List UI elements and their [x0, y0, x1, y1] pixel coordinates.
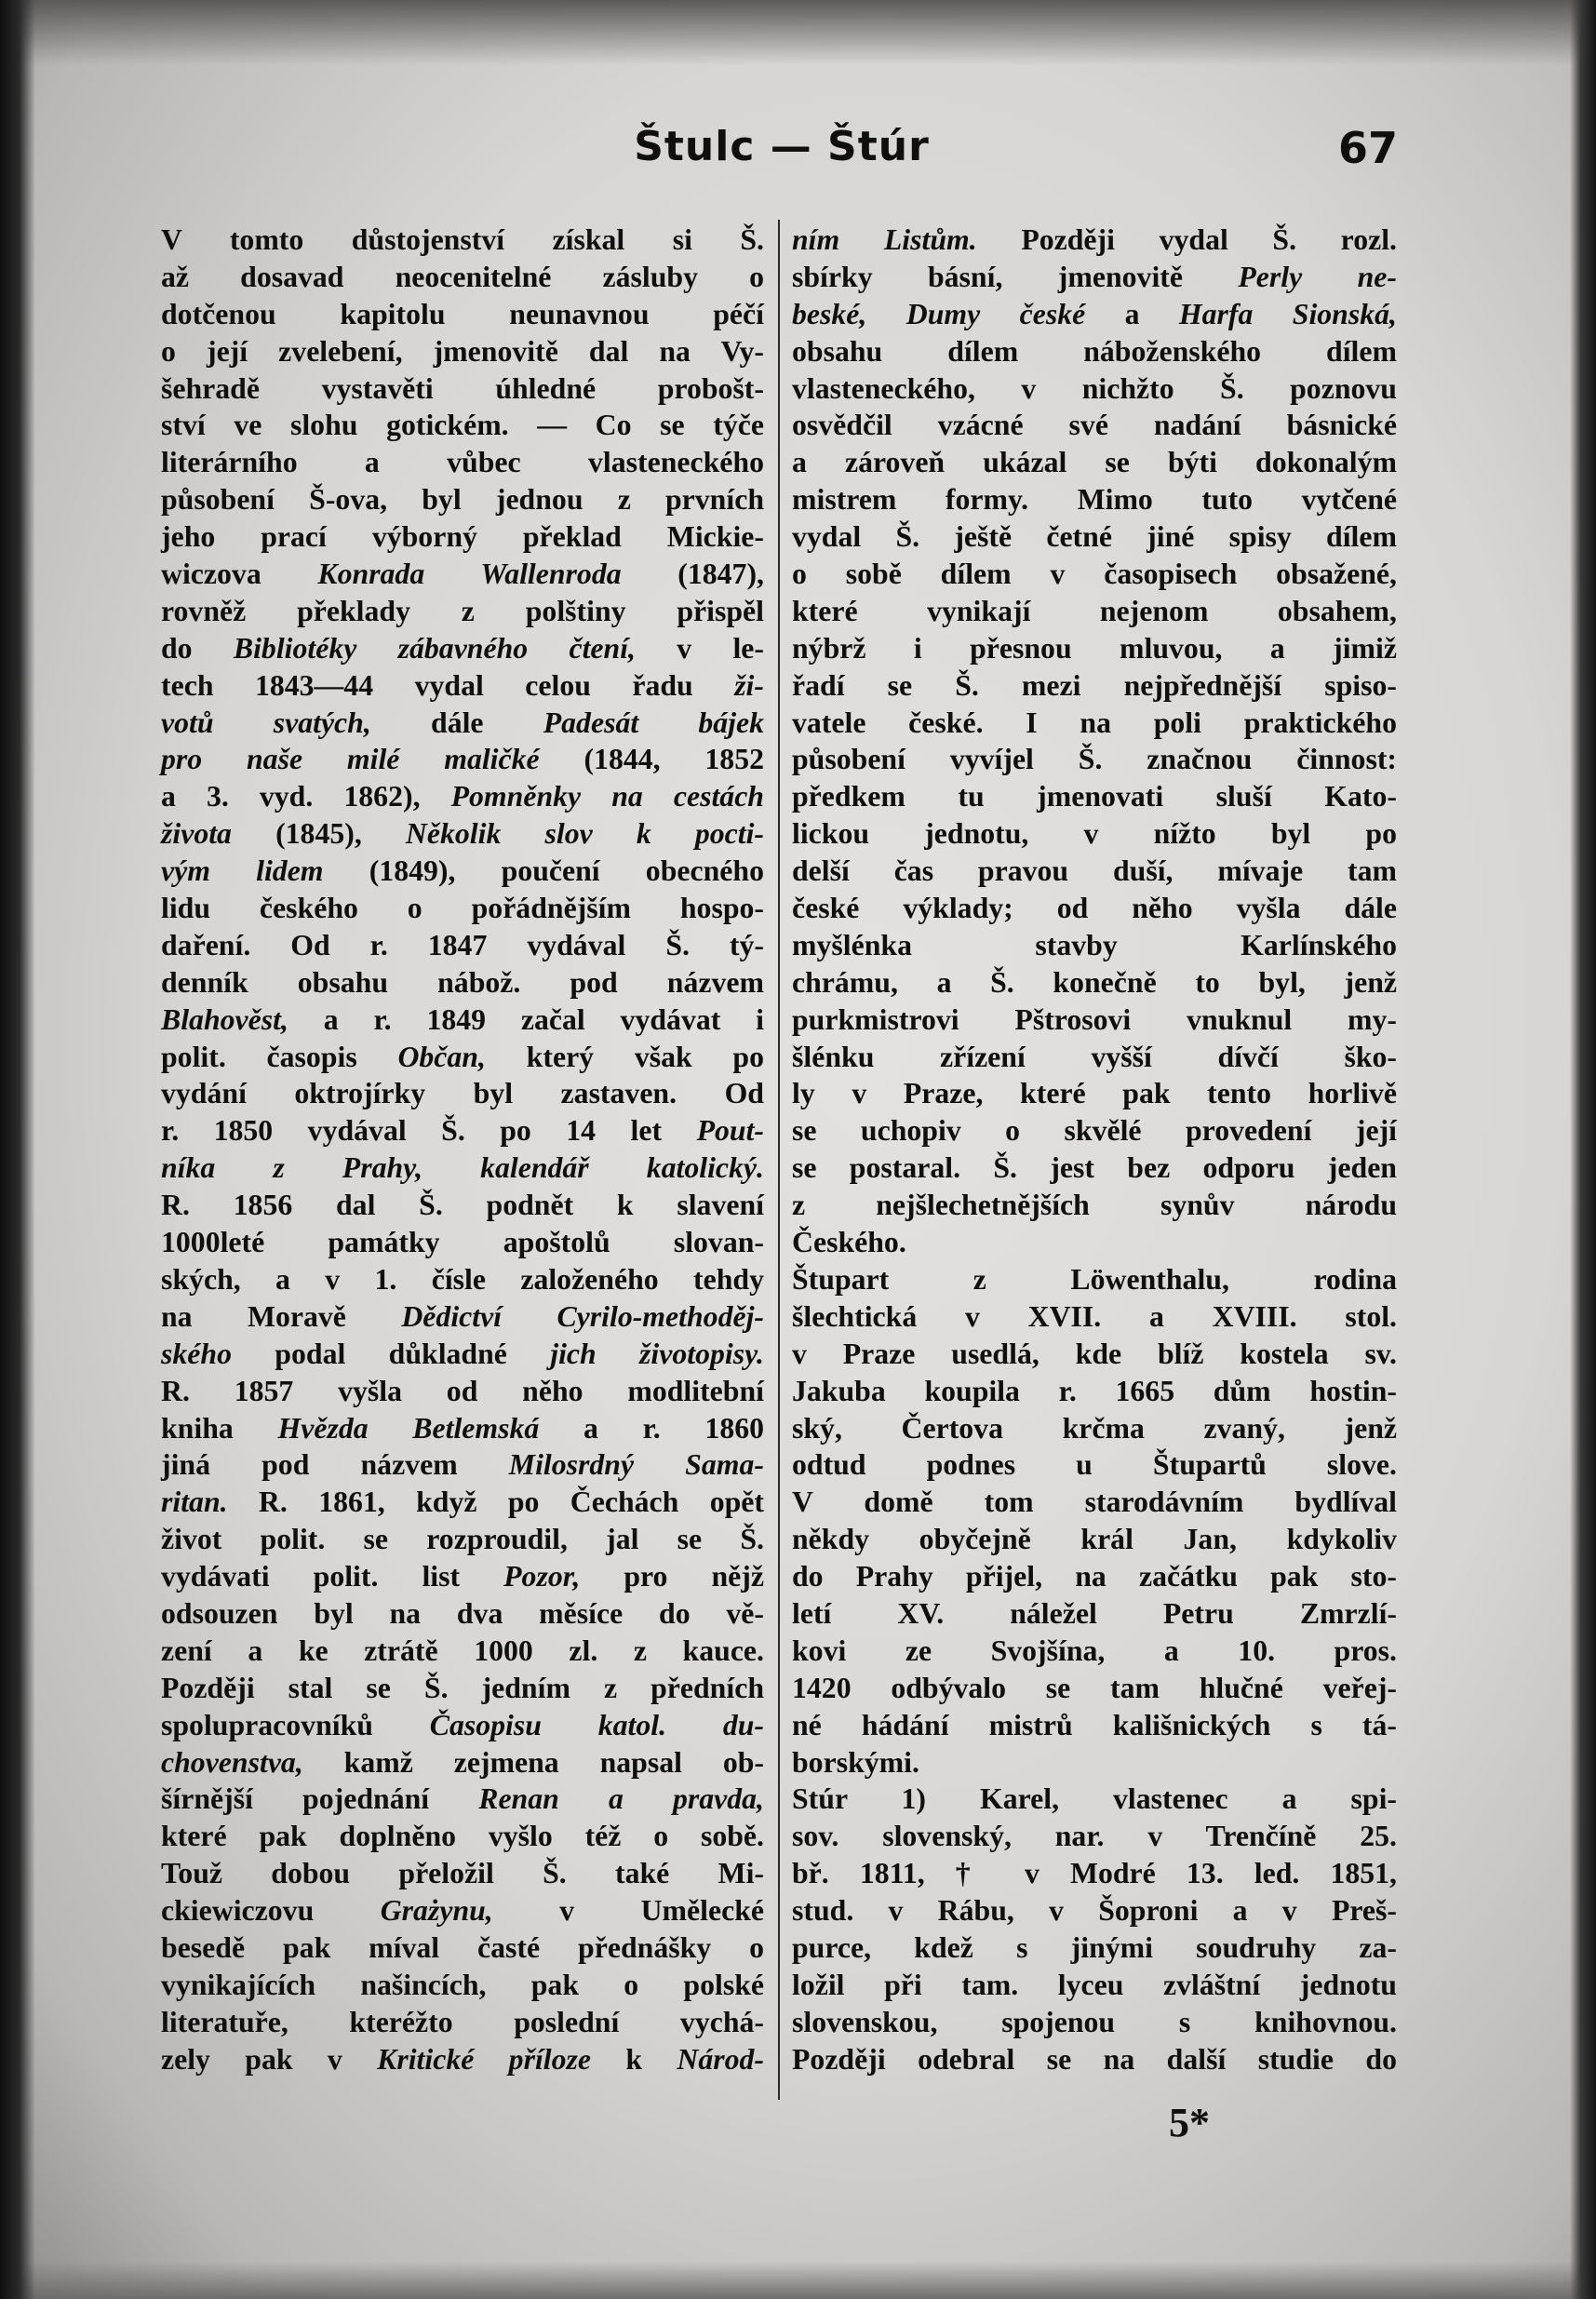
left-column-line	[161, 1818, 764, 1855]
page-number: 67	[1337, 123, 1398, 173]
text-run: Dědictví Cyrilo-methoděj-	[401, 1299, 765, 1333]
text-run: (1845),	[231, 817, 406, 851]
right-column-line	[792, 1967, 1397, 2004]
text-run: někdy obyčejně král Jan, kdykoliv	[792, 1523, 1397, 1556]
left-column-line	[161, 1261, 764, 1298]
text-run: řadí se Š. mezi nejpřednější spiso-	[792, 668, 1397, 702]
right-column-line	[792, 927, 1397, 964]
text-run: o sobě dílem v časopisech obsažené,	[792, 558, 1397, 591]
left-column-line	[161, 2004, 764, 2041]
text-run: Grażynu,	[380, 1894, 493, 1928]
right-column-line	[792, 778, 1397, 815]
right-column-line	[792, 815, 1397, 853]
text-run: z nejšlechetnějších synův národu	[792, 1189, 1397, 1222]
text-run: Hvězda Betlemská	[277, 1411, 540, 1445]
text-run: tech 1843—44 vydal celou řadu	[161, 668, 735, 702]
text-run: Blahověst,	[161, 1002, 288, 1036]
left-column-line	[161, 222, 764, 259]
left-column-line	[161, 1075, 764, 1112]
text-run: V tomto důstojenství získal si Š.	[161, 223, 764, 256]
right-column-line	[792, 1075, 1397, 1112]
text-run: české výklady; od něho vyšla dále	[792, 892, 1397, 925]
text-run: kamž zejmena napsal ob-	[302, 1745, 764, 1779]
text-run: r. 1850 vydával Š. po 14 let	[161, 1114, 697, 1148]
text-run: vydávati polit. list	[161, 1560, 504, 1593]
left-column-line	[161, 1707, 764, 1744]
text-run: Milosrdný Sama-	[508, 1448, 764, 1482]
text-run: ním Listům.	[792, 223, 977, 256]
right-column-line	[792, 1484, 1397, 1521]
right-column-line	[792, 1855, 1397, 1892]
text-run: literatuře, kteréžto poslední vychá-	[161, 2005, 764, 2038]
text-run: delší čas pravou duší, mívaje tam	[792, 854, 1397, 888]
text-run: R. 1861, když po Čechách opět	[227, 1486, 764, 1519]
text-run: mistrem formy. Mimo tuto vytčené	[792, 483, 1397, 517]
right-column-line	[792, 518, 1397, 556]
left-column-line	[161, 1373, 764, 1410]
right-column-line	[792, 1892, 1397, 1929]
left-column-line	[161, 927, 764, 964]
left-column-line	[161, 593, 764, 630]
text-run: borskými.	[792, 1745, 919, 1779]
text-run: votů svatých,	[161, 706, 371, 739]
right-column-line	[792, 1744, 1397, 1781]
text-run: sbírky básní, jmenovitě	[792, 260, 1239, 293]
right-column-line	[792, 407, 1397, 444]
text-run: nýbrž i přesnou mluvou, a jimiž	[792, 631, 1397, 665]
text-run: myšlénka stavby Karlínského	[792, 928, 1397, 961]
running-head: Štulc — Štúr	[634, 123, 930, 170]
text-run: které pak doplněno vyšlo též o sobě.	[161, 1820, 764, 1853]
scan-edge-right	[1570, 0, 1596, 2299]
text-run: jiná pod názvem	[161, 1448, 509, 1482]
left-column-line	[161, 1336, 764, 1373]
text-run: Později vydal Š. rozl.	[976, 223, 1397, 256]
left-column-line	[161, 890, 764, 927]
right-column-line	[792, 1261, 1397, 1298]
text-run: Pout-	[696, 1114, 764, 1148]
left-column-line	[161, 444, 764, 481]
left-column-line	[161, 1781, 764, 1818]
right-column-line	[792, 1298, 1397, 1336]
text-run: k	[591, 2042, 677, 2076]
text-run: dále	[370, 706, 543, 739]
text-run: ství ve slohu gotickém. — Co se týče	[161, 409, 764, 442]
text-run: rovněž překlady z polštiny přispěl	[161, 594, 764, 627]
text-run: jich životopisy.	[550, 1337, 764, 1370]
left-column-line	[161, 1595, 764, 1633]
scan-edge-bottom	[0, 2262, 1596, 2299]
text-run: ly v Praze, které pak tento horlivě	[792, 1077, 1397, 1110]
text-run: ského	[161, 1337, 232, 1370]
right-column-line	[792, 964, 1397, 1002]
text-run: Štupart z Löwenthalu, rodina	[792, 1262, 1397, 1296]
text-run: až dosavad neocenitelné zásluby o	[161, 260, 764, 293]
text-run: a zároveň ukázal se býti dokonalým	[792, 446, 1397, 479]
right-column-line	[792, 1781, 1397, 1818]
text-run: odsouzen byl na dva měsíce do vě-	[161, 1596, 764, 1630]
right-column-line	[792, 222, 1397, 259]
text-run: na Moravě	[161, 1299, 402, 1333]
right-column-line	[792, 333, 1397, 370]
text-run: Později stal se Š. jedním z předních	[161, 1671, 764, 1704]
text-run: Kritické příloze	[377, 2042, 591, 2076]
left-column-line	[161, 1967, 764, 2004]
right-column-line	[792, 481, 1397, 518]
text-run: v Praze usedlá, kde blíž kostela sv.	[792, 1337, 1397, 1370]
text-run: ský, Čertova krčma zvaný, jenž	[792, 1411, 1397, 1445]
text-run: chrámu, a Š. konečně to byl, jenž	[792, 965, 1397, 999]
text-run: šlechtická v XVII. a XVIII. stol.	[792, 1299, 1397, 1333]
text-run: (1847),	[621, 558, 764, 591]
right-column-line	[792, 259, 1397, 296]
left-column-line	[161, 1670, 764, 1707]
page-header	[158, 123, 1405, 179]
text-run: do Prahy přijel, na začátku pak sto-	[792, 1560, 1397, 1593]
text-run: Národ-	[677, 2042, 764, 2076]
text-run: Pomněnky na cestách	[450, 780, 764, 813]
text-run: R. 1857 vyšla od něho modlitební	[161, 1374, 764, 1407]
text-run: 1000leté památky apoštolů slovan-	[161, 1226, 764, 1259]
left-column-line	[161, 1892, 764, 1929]
right-column-line	[792, 853, 1397, 890]
text-run: vynikajících našincích, pak o polské	[161, 1968, 764, 2001]
left-column-line	[161, 1521, 764, 1558]
text-run: který však po	[485, 1040, 764, 1073]
right-column-line	[792, 1187, 1397, 1224]
left-column-line	[161, 853, 764, 890]
left-column-line	[161, 1112, 764, 1150]
left-column-line	[161, 481, 764, 518]
text-run: (1849), poučení obecného	[323, 854, 764, 888]
right-column-line	[792, 444, 1397, 481]
right-column-line	[792, 1670, 1397, 1707]
right-column-line	[792, 1707, 1397, 1744]
right-column-line	[792, 1633, 1397, 1670]
text-run: do	[161, 631, 234, 665]
left-column-line	[161, 518, 764, 556]
right-column-line	[792, 1002, 1397, 1039]
right-column-line	[792, 593, 1397, 630]
text-run: polit. časopis	[161, 1040, 398, 1073]
text-run: bř. 1811, † v Modré 13. led. 1851,	[792, 1857, 1397, 1890]
left-column-line	[161, 1929, 764, 1967]
text-run: života	[161, 817, 232, 851]
text-run: dotčenou kapitolu neunavnou péčí	[161, 297, 764, 330]
scan-edge-left	[0, 0, 35, 2299]
text-run: Pozor,	[503, 1560, 581, 1593]
text-run: odtud podnes u Štupartů slove.	[792, 1448, 1397, 1482]
text-run: Bibliotéky zábavného čtení,	[233, 631, 636, 665]
text-run: Několik slov k pocti-	[405, 817, 765, 851]
right-column-line	[792, 667, 1397, 705]
text-run: Stúr 1) Karel, vlastenec a spi-	[792, 1782, 1397, 1816]
left-column-line	[161, 370, 764, 408]
left-column-line	[161, 407, 764, 444]
text-run: zely pak v	[161, 2042, 378, 2076]
text-run: daření. Od r. 1847 vydával Š. tý-	[161, 928, 764, 961]
text-run: zení a ke ztrátě 1000 zl. z kauce.	[161, 1634, 764, 1667]
right-column-line	[792, 1595, 1397, 1633]
text-run: Renan a pravda,	[478, 1782, 764, 1816]
left-column-line	[161, 556, 764, 593]
right-column-line	[792, 705, 1397, 742]
column-divider	[778, 220, 780, 2100]
right-column-line	[792, 2004, 1397, 2041]
text-run: purce, kdež s jinými soudruhy za-	[792, 1930, 1397, 1964]
right-column-line	[792, 1929, 1397, 1967]
text-run: besedě pak míval časté přednášky o	[161, 1930, 764, 1964]
text-run: vým lidem	[161, 854, 324, 888]
left-column-line	[161, 1150, 764, 1187]
text-run: R. 1856 dal Š. podnět k slavení	[161, 1189, 764, 1222]
text-run: šlénku zřízení vyšší dívčí ško-	[792, 1040, 1397, 1073]
text-run: letí XV. náležel Petru Zmrzlí-	[792, 1596, 1397, 1630]
right-column-line	[792, 1336, 1397, 1373]
text-run: pro naše milé maličké	[161, 743, 540, 776]
text-run: Konrada Wallenroda	[317, 558, 622, 591]
left-column-line	[161, 1187, 764, 1224]
scan-edge-top	[0, 0, 1596, 65]
text-run: ských, a v 1. čísle založeného tehdy	[161, 1262, 764, 1296]
left-column-line	[161, 1558, 764, 1595]
text-run: 1420 odbývalo se tam hlučné veřej-	[792, 1671, 1397, 1704]
text-run: podal důkladné	[231, 1337, 551, 1370]
left-column-line	[161, 296, 764, 333]
signature-mark: 5*	[1169, 2100, 1210, 2145]
right-column-line	[792, 370, 1397, 408]
text-run: lickou jednotu, v nížto byl po	[792, 817, 1397, 851]
text-run: Občan,	[397, 1040, 486, 1073]
text-run: v Umělecké	[492, 1894, 765, 1928]
left-column-line	[161, 333, 764, 370]
text-run: purkmistrovi Pštrosovi vnuknul my-	[792, 1002, 1397, 1036]
text-run: beské, Dumy české	[792, 297, 1086, 330]
text-run: né hádání mistrů kališnických s tá-	[792, 1708, 1397, 1741]
text-run: Později odebral se na další studie do	[792, 2042, 1397, 2076]
text-run: kovi ze Svojšína, a 10. pros.	[792, 1634, 1397, 1667]
text-run: které vynikají nejenom obsahem,	[792, 594, 1397, 627]
left-column-line	[161, 1298, 764, 1336]
left-column-line	[161, 1002, 764, 1039]
text-run: a	[1085, 297, 1179, 330]
text-run: se postaral. Š. jest bez odporu jeden	[792, 1151, 1397, 1185]
text-run: wiczova	[161, 558, 318, 591]
text-run: denník obsahu nábož. pod názvem	[161, 965, 764, 999]
text-run: níka z Prahy, kalendář katolický.	[161, 1151, 764, 1185]
text-run: o její zvelebení, jmenovitě dal na Vy-	[161, 334, 764, 368]
text-run: a r. 1860	[539, 1411, 765, 1445]
text-run: (1844, 1852	[539, 743, 765, 776]
left-column-line	[161, 1855, 764, 1892]
text-run: Českého.	[792, 1226, 906, 1259]
text-run: vlasteneckého, v nichžto Š. poznovu	[792, 371, 1397, 405]
right-column-line	[792, 1373, 1397, 1410]
text-run: život polit. se rozproudil, jal se Š.	[161, 1523, 764, 1556]
left-column-line	[161, 1744, 764, 1781]
text-run: lidu českého o pořádnějším hospo-	[161, 892, 764, 925]
text-run: vatele české. I na poli praktického	[792, 706, 1397, 739]
right-column-line	[792, 1112, 1397, 1150]
left-column-line	[161, 1484, 764, 1521]
left-column-line	[161, 259, 764, 296]
right-column	[792, 222, 1397, 2102]
text-run: se uchopiv o skvělé provedení její	[792, 1114, 1397, 1148]
text-run: Padesát bájek	[543, 706, 765, 739]
text-run: působení vyvíjel Š. značnou činnost:	[792, 743, 1397, 776]
left-column-line	[161, 778, 764, 815]
text-run: ložil při tam. lyceu zvláštní jednotu	[792, 1968, 1397, 2001]
left-column-line	[161, 667, 764, 705]
text-run: ckiewiczovu	[161, 1894, 381, 1928]
right-column-line	[792, 296, 1397, 333]
text-run: vydání oktrojírky byl zastaven. Od	[161, 1077, 764, 1110]
right-column-line	[792, 1558, 1397, 1595]
right-column-line	[792, 630, 1397, 667]
right-column-line	[792, 556, 1397, 593]
text-run: a r. 1849 začal vydávat i	[288, 1002, 764, 1036]
text-run: V domě tom starodávním bydlíval	[792, 1486, 1397, 1519]
text-run: pro nějž	[580, 1560, 764, 1593]
text-run: slovenskou, spojenou s knihovnou.	[792, 2005, 1397, 2038]
text-run: literárního a vůbec vlasteneckého	[161, 446, 764, 479]
text-run: osvědčil vzácné své nadání básnické	[792, 409, 1397, 442]
text-run: obsahu dílem náboženského dílem	[792, 334, 1397, 368]
left-column-line	[161, 705, 764, 742]
left-column-line	[161, 1039, 764, 1076]
text-run: předkem tu jmenovati sluší Kato-	[792, 780, 1397, 813]
text-run: chovenstva,	[161, 1745, 303, 1779]
text-run: Touž dobou přeložil Š. také Mi-	[161, 1857, 764, 1890]
text-run: kniha	[161, 1411, 278, 1445]
left-column-line	[161, 1410, 764, 1447]
right-column-line	[792, 1224, 1397, 1261]
right-column-line	[792, 1818, 1397, 1855]
text-run: Perly ne-	[1238, 260, 1397, 293]
left-column-line	[161, 964, 764, 1002]
right-column-line	[792, 890, 1397, 927]
text-run: působení Š-ova, byl jednou z prvních	[161, 483, 764, 517]
left-column-line	[161, 815, 764, 853]
text-run: Časopisu katol. du-	[429, 1708, 764, 1741]
text-run: spolupracovníků	[161, 1708, 430, 1741]
text-run: Harfa Sionská,	[1178, 297, 1397, 330]
text-run: ritan.	[161, 1486, 228, 1519]
text-run: sov. slovenský, nar. v Trenčíně 25.	[792, 1820, 1397, 1853]
right-column-line	[792, 1410, 1397, 1447]
text-run: ži-	[734, 668, 764, 702]
text-run: a 3. vyd. 1862),	[161, 780, 451, 813]
right-column-line	[792, 741, 1397, 778]
left-column-line	[161, 741, 764, 778]
text-run: stud. v Rábu, v Šoproni a v Preš-	[792, 1894, 1397, 1928]
left-column-line	[161, 1224, 764, 1261]
right-column-line	[792, 1521, 1397, 1558]
text-run: vydal Š. ještě četné jiné spisy dílem	[792, 520, 1397, 554]
left-column-line	[161, 630, 764, 667]
right-column-line	[792, 1039, 1397, 1076]
text-run: v le-	[636, 631, 764, 665]
right-column-line	[792, 2041, 1397, 2078]
text-run: šírnější pojednání	[161, 1782, 479, 1816]
text-run: Jakuba koupila r. 1665 dům hostin-	[792, 1374, 1397, 1407]
right-column-line	[792, 1150, 1397, 1187]
text-run: jeho prací výborný překlad Mickie-	[161, 520, 764, 554]
left-column-line	[161, 2041, 764, 2078]
left-column-line	[161, 1446, 764, 1484]
right-column-line	[792, 1446, 1397, 1484]
left-column-line	[161, 1633, 764, 1670]
left-column	[161, 222, 764, 2102]
text-run: šehradě vystavěti úhledné probošt-	[161, 371, 764, 405]
